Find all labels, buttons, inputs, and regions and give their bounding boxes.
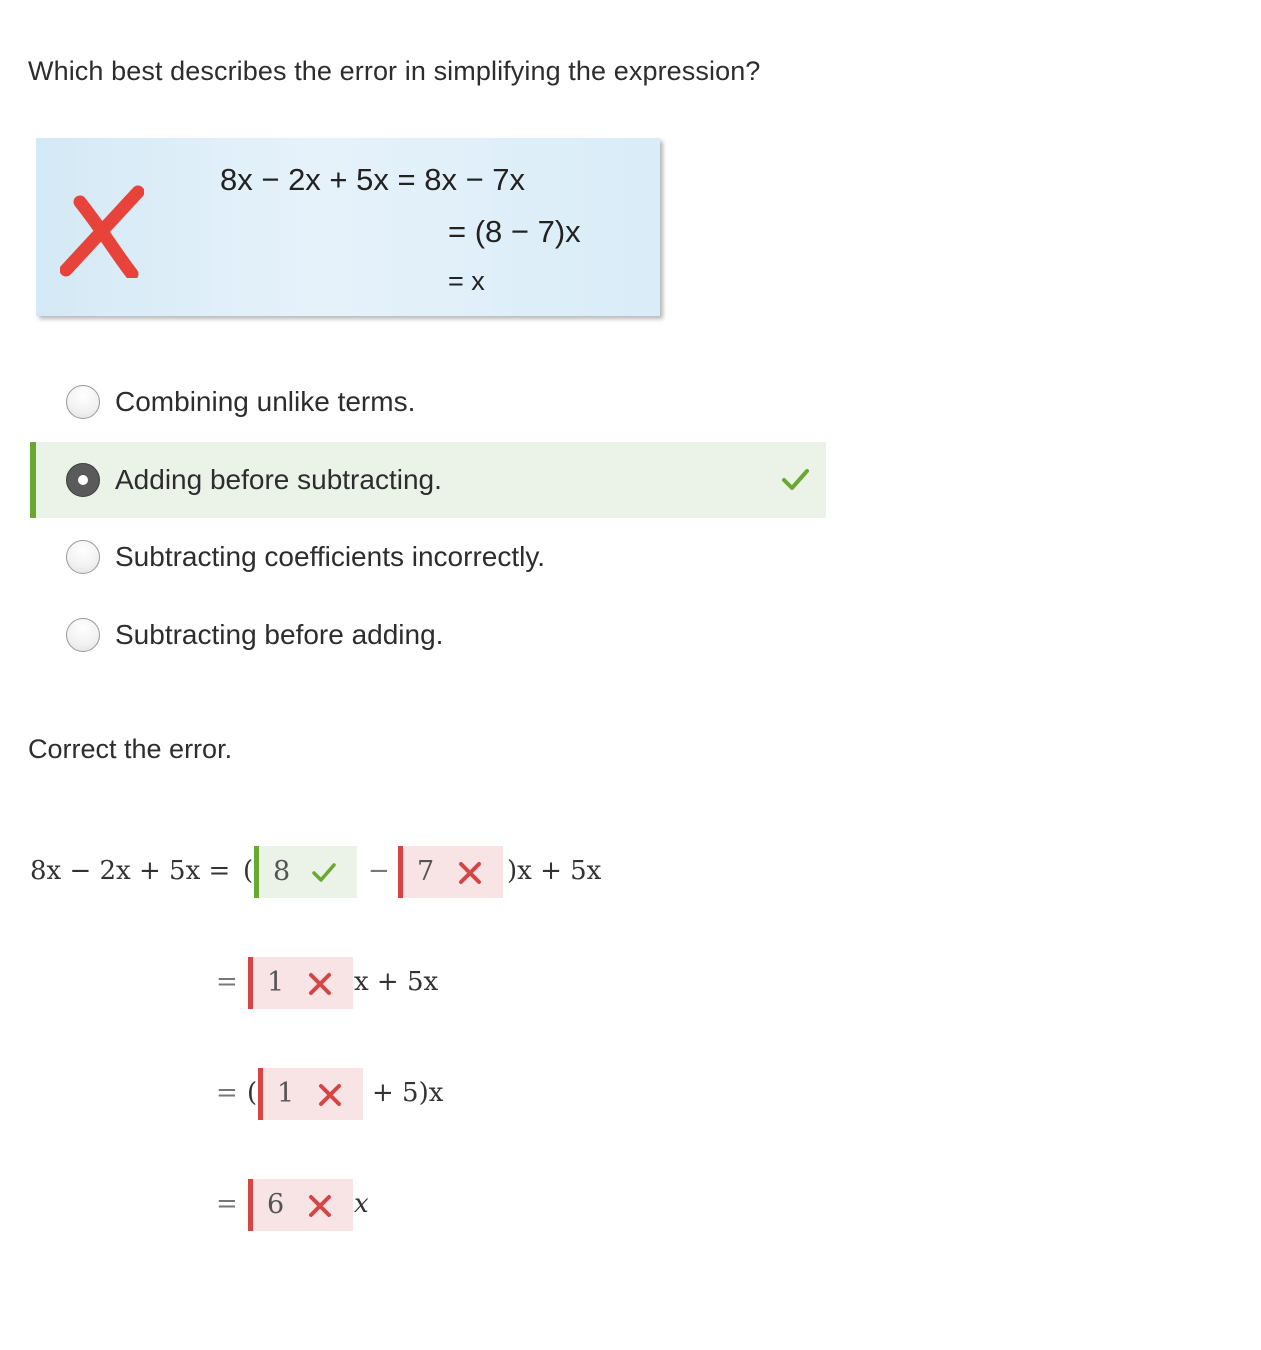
row1-tail: )x + 5x (507, 856, 602, 886)
answer-value: 7 (417, 856, 435, 887)
figure-line-1: 8x − 2x + 5x = 8x − 7x (220, 162, 526, 197)
check-icon (311, 860, 337, 886)
option-label: Subtracting before adding. (115, 619, 444, 650)
radio-button-selected[interactable] (66, 463, 100, 497)
row3-equals: = (216, 1078, 238, 1108)
answer-value: 1 (277, 1078, 295, 1109)
answer-input-3[interactable] (248, 957, 353, 1009)
x-icon (317, 1082, 343, 1108)
radio-button[interactable] (66, 385, 100, 419)
row4-tail: x (354, 1189, 369, 1219)
correct-error-prompt: Correct the error. (28, 734, 233, 764)
row2-equals: = (216, 967, 238, 997)
radio-button[interactable] (66, 540, 100, 574)
answer-input-4[interactable] (258, 1068, 363, 1120)
option-adding-before-subtracting[interactable] (30, 442, 826, 518)
answer-input-5[interactable] (248, 1179, 353, 1231)
answer-value: 1 (267, 967, 285, 998)
row2-tail: x + 5x (354, 967, 439, 997)
answer-value: 6 (267, 1189, 285, 1220)
option-label: Combining unlike terms. (115, 386, 416, 417)
option-subtracting-coefficients-incorrectly[interactable] (30, 519, 826, 595)
question-text: Which best describes the error in simplifying the expression? (28, 56, 761, 86)
option-combining-unlike-terms[interactable] (30, 364, 826, 440)
figure-line-2: = (8 − 7)x (448, 214, 581, 249)
radio-button[interactable] (66, 618, 100, 652)
row1-minus: − (368, 856, 390, 886)
x-mark-icon (60, 182, 144, 278)
answer-input-2[interactable] (398, 846, 503, 898)
figure-line-3: = x (448, 266, 485, 296)
x-icon (307, 1193, 333, 1219)
row1-lhs: 8x − 2x + 5x = (30, 856, 231, 886)
x-icon (307, 971, 333, 997)
answer-value: 8 (273, 856, 291, 887)
row4-equals: = (216, 1189, 238, 1219)
row3-tail: + 5)x (372, 1078, 444, 1108)
check-icon (780, 466, 810, 494)
answer-input-1[interactable] (254, 846, 357, 898)
row1-open-paren: ( (243, 856, 254, 886)
option-label: Adding before subtracting. (115, 464, 442, 495)
row3-open-paren: ( (247, 1078, 258, 1108)
option-label: Subtracting coefficients incorrectly. (115, 541, 546, 572)
error-figure (36, 138, 660, 316)
option-subtracting-before-adding[interactable] (30, 597, 826, 673)
x-icon (457, 860, 483, 886)
